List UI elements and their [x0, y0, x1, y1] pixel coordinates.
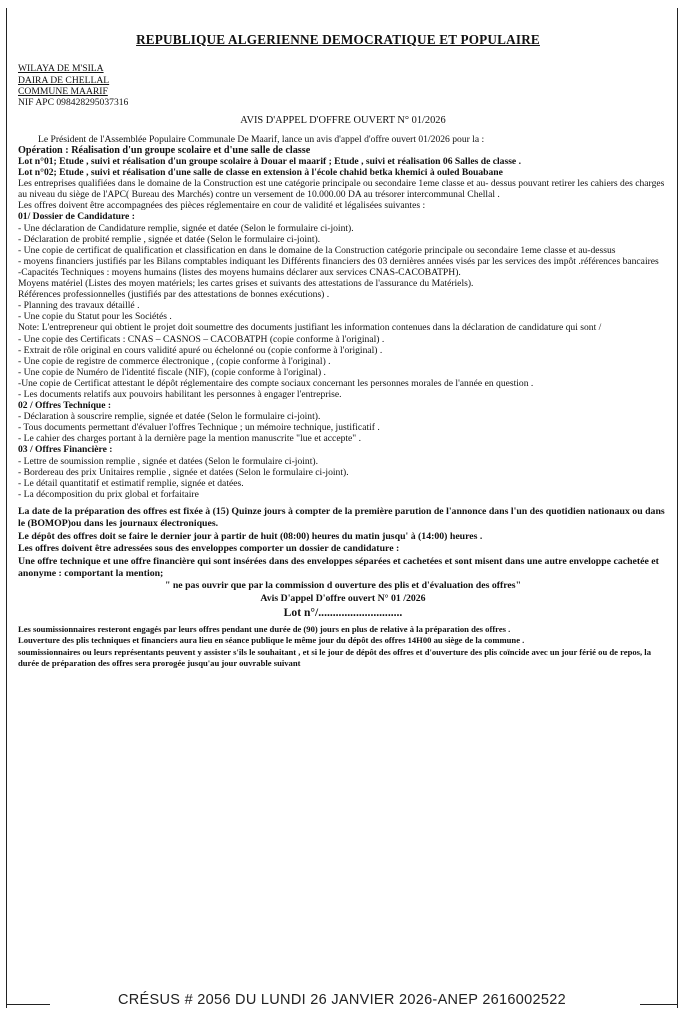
lot1-text: Etude , suivi et réalisation d'un groupe scolaire à Douar el maarif ; Etude , suivi et réalisation 06 Salles de classe . [56, 156, 521, 167]
list-item: Note: L'entrepreneur qui obtient le projet doit soumettre des documents justifiant les information contenues dans la déclaration de candidature qui sont / [18, 322, 602, 334]
operation-label: Opération : [18, 144, 69, 156]
lot1-line [18, 156, 668, 167]
list-item: - Une copie de certificat de qualification et classification en dans le domaine de la Construction catégorie principale ou secondaire 1eme classe et au-dessus [18, 244, 616, 256]
section1-title: 01/ Dossier de Candidature : [18, 211, 135, 223]
mention-lot: Lot n°/............................. [283, 606, 403, 620]
list-item: - Bordereau des prix Unitaires remplie , signée et datées (Selon le formulaire ci-joint). [18, 466, 349, 478]
wilaya-line: WILAYA DE M'SILA [18, 63, 104, 75]
offres-intro: Les offres doivent être accompagnées des pièces réglementaire en cour de validité et légalisées suivantes : [18, 200, 426, 212]
section2-list [18, 411, 668, 444]
list-item: - moyens financiers justifiés par les Bilans comptables indiquant les Différents financiers des 03 dernières années visés par les services des impôt .références bancaires [18, 255, 659, 267]
list-item: Moyens matériel (Listes des moyen matériels; les cartes grises et suivants des attestations de l'assurance du Matériels). [18, 278, 474, 290]
section2-title: 02 / Offres Technique : [18, 400, 112, 412]
adresse-paragraph: Les offres doivent être adressées sous des enveloppes comporter un dossier de candidature : [18, 543, 400, 555]
list-item: - Déclaration à souscrire remplie, signée et datée (Selon le formulaire ci-joint). [18, 411, 321, 423]
lot1-label: Lot n°01; [18, 156, 57, 167]
notice-body [18, 34, 668, 669]
deadline-block [18, 506, 668, 605]
final-line: Les soumissionnaires resteront engagés par leurs offres pendant une durée de (90) jours en plus de relative à la préparation des offres . [18, 624, 511, 635]
list-item: - Extrait de rôle original en cours validité apuré ou échelonné ou (copie conforme à l'original) . [18, 344, 383, 356]
section3-title: 03 / Offres Financière : [18, 444, 113, 456]
list-item: - Planning des travaux détaillé . [18, 300, 140, 312]
issuer-header [18, 63, 668, 109]
mention-quote: " ne pas ouvrir que par la commission d ouverture des plis et d'évaluation des offres" [164, 580, 522, 592]
operation-line [18, 145, 668, 156]
avis-title: AVIS D'APPEL D'OFFRE OUVERT N° 01/2026 [240, 114, 446, 126]
final-notes [18, 624, 668, 669]
final-line: soumissionnaires ou leurs représentants peuvent y assister s'ils le souhaitant , et si le jour de dépôt des offres et d'ouverture des plis coïncide avec un jour férié ou de repos, la durée de préparation des offres sera prorogée jusqu'au jour ouvrable suivant [18, 646, 651, 668]
list-item: Références professionnelles (justifiés par des attestations de bonnes exécutions) . [18, 289, 330, 301]
entreprises-paragraph: Les entreprises qualifiées dans le domaine de la Construction est une catégorie principale ou secondaire 1eme classe et au- dessus pouvant retirer les cahiers des charges au niveau du siège de l'APC( Bureau des Marchés) contre un versement de 10.000.00 DA au trésorer intercommunal Chellal . [18, 178, 665, 201]
enveloppe-paragraph: Une offre technique et une offre financière qui sont insérées dans des enveloppes séparées et cachetées et sont misent dans une autre enveloppe cachetée et anonyme : comportant la mention; [18, 555, 659, 579]
list-item: - Les documents relatifs aux pouvoirs habilitant les personnes à engager l'entreprise. [18, 388, 342, 400]
list-item: - Une copie des Certificats : CNAS – CASNOS – CACOBATPH (copie conforme à l'original) . [18, 333, 385, 345]
list-item: - La décomposition du prix global et forfaitaire [18, 488, 199, 500]
lot2-label: Lot n°02; [18, 167, 57, 179]
daira-line: DAIRA DE CHELLAL [18, 74, 110, 86]
list-item: - Une copie de Numéro de l'identité fiscale (NIF), (copie conforme à l'original) . [18, 366, 326, 378]
list-item: - Tous documents permettant d'évaluer l'offres Technique ; un mémoire technique, justificatif . [18, 422, 380, 434]
list-item: - Une déclaration de Candidature remplie, signée et datée (Selon le formulaire ci-joint). [18, 222, 354, 234]
list-item: -Une copie de Certificat attestant le dépôt réglementaire des compte sociaux concernant les personnes morales de l'année en question . [18, 377, 534, 389]
lot2-line [18, 167, 668, 178]
document-title: REPUBLIQUE ALGERIENNE DEMOCRATIQUE ET POPULAIRE [136, 32, 540, 47]
date-paragraph: La date de la préparation des offres est fixée à (15) Quinze jours à compter de la première parution de l'annonce dans l'un des quotidien nationaux ou dans le (BOMOP)ou dans les journaux électroniques. [18, 505, 665, 530]
lot2-text: Etude , suivi et réalisation d'une salle de classe en extension à l'école chahid betka khemici à ouled Bouabane [56, 167, 503, 179]
list-item: - Le cahier des charges portant à la dernière page la mention manuscrite "lue et accepte" . [18, 433, 362, 445]
list-item: - Lettre de soumission remplie , signée et datées (Selon le formulaire ci-joint). [18, 455, 318, 467]
commune-line: COMMUNE MAARIF [18, 85, 108, 97]
list-item: - Déclaration de probité remplie , signée et datée (Selon le formulaire ci-joint). [18, 233, 321, 245]
mention-avis: Avis D'appel D'offre ouvert N° 01 /2026 [260, 592, 426, 604]
depot-paragraph: Le dépôt des offres doit se faire le dernier jour à partir de huit (08:00) heures du matin jusqu' à (14:00) heures . [18, 530, 483, 542]
list-item: - Une copie de registre de commerce électronique , (copie conforme à l'original) . [18, 355, 331, 367]
nif-line: NIF APC 098428295037316 [18, 97, 129, 109]
publication-footer: CRÉSUS # 2056 DU LUNDI 26 JANVIER 2026-ANEP 2616002522 [118, 992, 566, 1008]
list-item: - Une copie du Statut pour les Sociétés . [18, 311, 172, 323]
list-item: - Le détail quantitatif et estimatif remplie, signée et datées. [18, 477, 244, 489]
section1-list [18, 223, 668, 401]
final-line: Louverture des plis techniques et financiers aura lieu en séance publique le même jour du dépôt des offres 14H00 au siège de la commune . [18, 635, 525, 646]
intro-paragraph: Le Président de l'Assemblée Populaire Communale De Maarif, lance un avis d'appel d'offre ouvert 01/2026 pour la : [38, 133, 485, 145]
operation-text: Réalisation d'un groupe scolaire et d'une salle de classe [68, 144, 311, 156]
section3-list [18, 456, 668, 500]
list-item: -Capacités Techniques : moyens humains (listes des moyens humains déclarer aux services CNAS-CACOBATPH). [18, 266, 461, 278]
